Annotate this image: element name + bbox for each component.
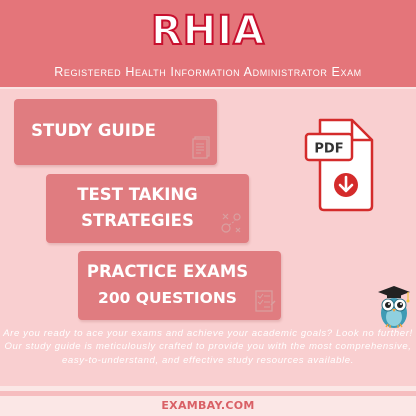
- footer-site-link[interactable]: EXAMBAY.COM: [161, 399, 255, 412]
- study-guide-card[interactable]: [14, 99, 217, 165]
- pdf-download[interactable]: [304, 112, 376, 212]
- test-taking-line1: TEST TAKING: [77, 185, 198, 204]
- test-taking-line2: STRATEGIES: [81, 211, 194, 230]
- strategy-icon: [218, 208, 244, 236]
- document-icon: [192, 135, 212, 159]
- practice-exams-line1: PRACTICE EXAMS: [86, 262, 249, 281]
- pdf-label: PDF: [314, 141, 344, 157]
- description-text: Are you ready to ace your exams and achieve your academic goals? Look no further! Our study guide is meticulously crafted to provide you with the most comprehensive, easy-to-understand, and effective study resources available.: [3, 328, 413, 366]
- header-banner: [0, 0, 416, 87]
- practice-exams-card[interactable]: [78, 251, 281, 320]
- owl-mascot-icon: [376, 281, 412, 329]
- page-subtitle: Registered Health Information Administrator Exam: [54, 65, 362, 79]
- study-guide-label: STUDY GUIDE: [31, 121, 156, 140]
- page-title: RHIA: [150, 8, 266, 54]
- pdf-file-icon: [304, 112, 376, 212]
- header-divider: [0, 87, 416, 89]
- checklist-icon: [254, 289, 276, 313]
- test-taking-card[interactable]: [46, 174, 249, 243]
- practice-exams-line2: 200 QUESTIONS: [98, 289, 237, 307]
